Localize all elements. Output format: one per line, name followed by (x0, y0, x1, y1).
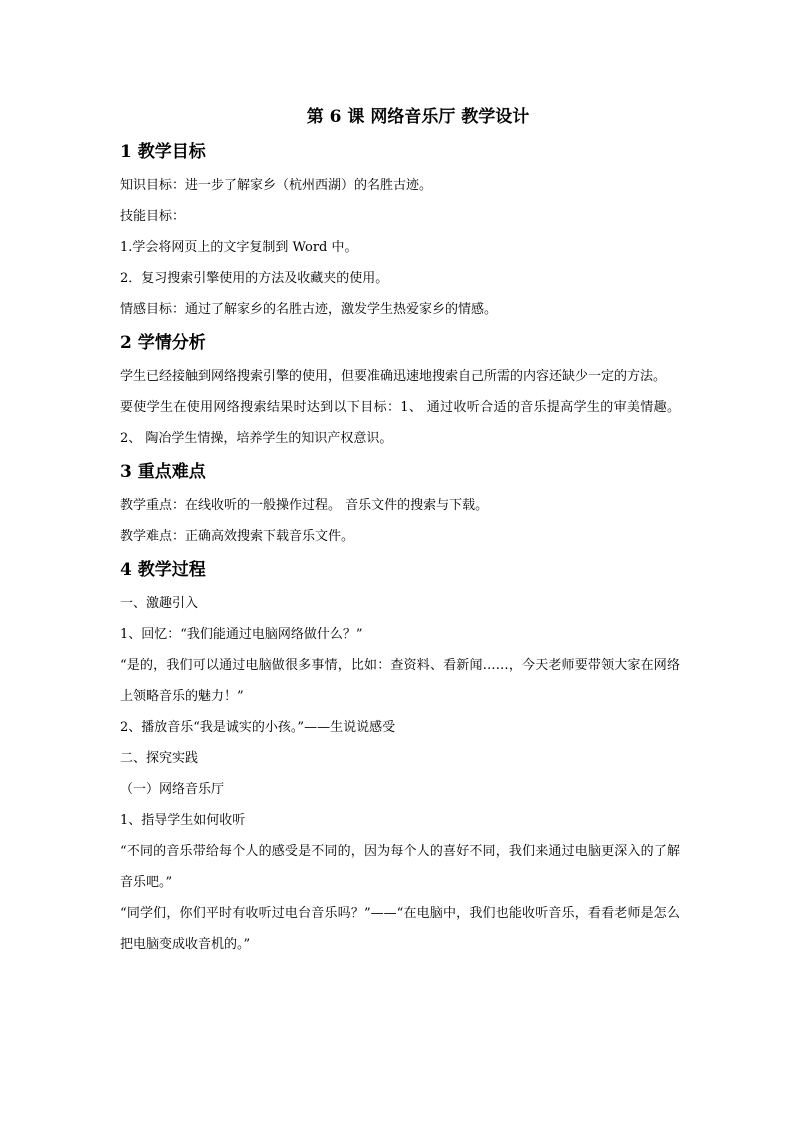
document-body (120, 104, 680, 960)
paragraph: 2、播放音乐“我是诚实的小孩。”——生说说感受 (120, 720, 396, 735)
paragraph: 技能目标： (120, 209, 186, 224)
section-heading-process: 4 教学过程 (120, 560, 206, 580)
paragraph: （一）网络音乐厅 (120, 782, 225, 797)
paragraph: 教学难点：正确高效搜索下载音乐文件。 (120, 529, 355, 544)
paragraph: 1.学会将网页上的文字复制到 Word 中。 (120, 240, 358, 255)
paragraph: “不同的音乐带给每个人的感受是不同的，因为每个人的喜好不同，我们来通过电脑更深入的了解音乐吧。” (120, 844, 680, 890)
section-heading-analysis: 2 学情分析 (120, 333, 206, 353)
paragraph: 二、探究实践 (120, 751, 199, 766)
paragraph: 一、激趣引入 (120, 596, 199, 611)
document-title: 第 6 课 网络音乐厅 教学设计 (306, 107, 530, 127)
paragraph: 1、指导学生如何收听 (120, 813, 246, 828)
paragraph: 情感目标：通过了解家乡的名胜古迹，激发学生热爱家乡的情感。 (120, 302, 498, 317)
paragraph: “同学们，你们平时有收听过电台音乐吗？”——“在电脑中，我们也能收听音乐，看看老师是怎么把电脑变成收音机的。” (120, 906, 680, 952)
paragraph: 学生已经接触到网络搜索引擎的使用，但要准确迅速地搜索自己所需的内容还缺少一定的方法。 (120, 369, 667, 384)
paragraph: 2．复习搜索引擎使用的方法及收藏夹的使用。 (120, 271, 389, 286)
paragraph: 知识目标：进一步了解家乡（杭州西湖）的名胜古迹。 (120, 178, 433, 193)
section-heading-objectives: 1 教学目标 (120, 142, 206, 162)
section-heading-key-points: 3 重点难点 (120, 462, 206, 482)
paragraph: 要使学生在使用网络搜索结果时达到以下目标：1、 通过收听合适的音乐提高学生的审美情趣。2、 陶冶学生情操，培养学生的知识产权意识。 (120, 400, 680, 446)
paragraph: 教学重点：在线收听的一般操作过程。 音乐文件的搜索与下载。 (120, 498, 489, 513)
paragraph: “是的，我们可以通过电脑做很多事情，比如：查资料、看新闻……，今天老师要带领大家在网络上领略音乐的魅力！” (120, 658, 680, 704)
paragraph: 1、回忆：“我们能通过电脑网络做什么？” (120, 627, 363, 642)
